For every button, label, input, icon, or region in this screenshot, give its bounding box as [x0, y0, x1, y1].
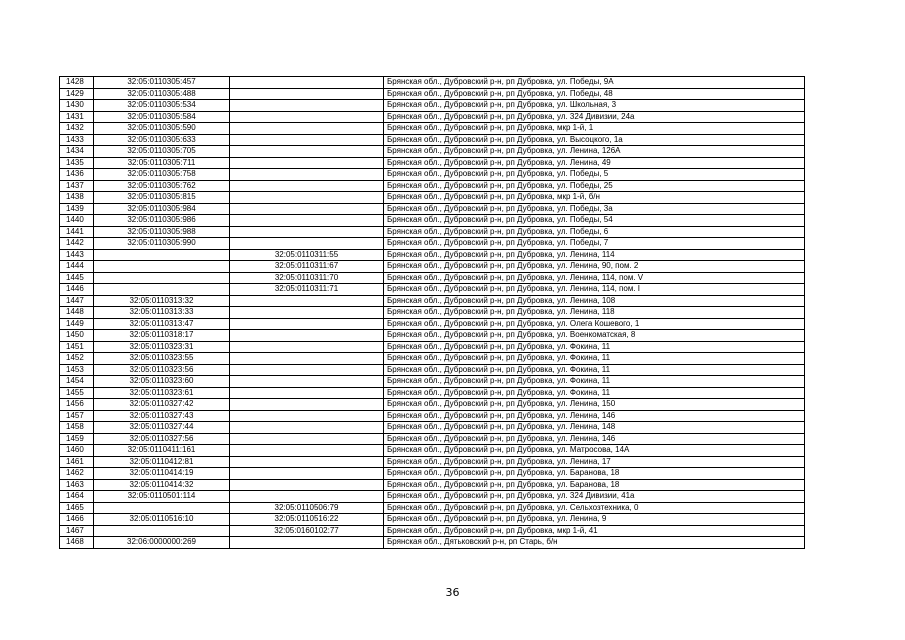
row-number-cell: 1443 — [60, 249, 94, 261]
address-cell: Брянская обл., Дубровский р-н, рп Дубровка, ул. Фокина, 11 — [384, 376, 805, 388]
table-row — [60, 123, 805, 135]
table-row — [60, 433, 805, 445]
row-number-cell: 1465 — [60, 502, 94, 514]
address-cell: Брянская обл., Дубровский р-н, рп Дубровка, ул. Ленина, 114 — [384, 249, 805, 261]
address-cell: Брянская обл., Дубровский р-н, рп Дубровка, ул. Ленина, 146 — [384, 410, 805, 422]
building-cadastral-number-cell: 32:05:0110516:22 — [230, 514, 384, 526]
address-cell: Брянская обл., Дубровский р-н, рп Дубровка, ул. Победы, 7 — [384, 238, 805, 250]
registry-table-body — [60, 77, 805, 549]
address-cell: Брянская обл., Дубровский р-н, рп Дубровка, ул. Победы, 25 — [384, 180, 805, 192]
table-row — [60, 88, 805, 100]
building-cadastral-number-cell — [230, 192, 384, 204]
building-cadastral-number-cell — [230, 88, 384, 100]
address-cell: Брянская обл., Дубровский р-н, рп Дубровка, ул. Ленина, 49 — [384, 157, 805, 169]
address-cell: Брянская обл., Дубровский р-н, рп Дубровка, ул. Баранова, 18 — [384, 468, 805, 480]
land-cadastral-number-cell: 32:05:0110411:161 — [94, 445, 230, 457]
registry-table — [59, 76, 805, 549]
table-row — [60, 318, 805, 330]
building-cadastral-number-cell — [230, 169, 384, 181]
land-cadastral-number-cell: 32:05:0110305:633 — [94, 134, 230, 146]
row-number-cell: 1456 — [60, 399, 94, 411]
table-row — [60, 491, 805, 503]
table-row — [60, 330, 805, 342]
building-cadastral-number-cell — [230, 318, 384, 330]
building-cadastral-number-cell — [230, 422, 384, 434]
building-cadastral-number-cell — [230, 111, 384, 123]
table-row — [60, 502, 805, 514]
address-cell: Брянская обл., Дубровский р-н, рп Дубровка, ул. Высоцкого, 1а — [384, 134, 805, 146]
row-number-cell: 1462 — [60, 468, 94, 480]
row-number-cell: 1460 — [60, 445, 94, 457]
land-cadastral-number-cell: 32:05:0110414:32 — [94, 479, 230, 491]
land-cadastral-number-cell: 32:05:0110305:584 — [94, 111, 230, 123]
address-cell: Брянская обл., Дубровский р-н, рп Дубровка, ул. Школьная, 3 — [384, 100, 805, 112]
land-cadastral-number-cell — [94, 261, 230, 273]
row-number-cell: 1459 — [60, 433, 94, 445]
land-cadastral-number-cell: 32:05:0110323:55 — [94, 353, 230, 365]
row-number-cell: 1430 — [60, 100, 94, 112]
land-cadastral-number-cell — [94, 272, 230, 284]
address-cell: Брянская обл., Дубровский р-н, рп Дубровка, ул. Победы, 9А — [384, 77, 805, 89]
table-row — [60, 422, 805, 434]
address-cell: Брянская обл., Дубровский р-н, рп Дубровка, ул. Победы, 48 — [384, 88, 805, 100]
row-number-cell: 1463 — [60, 479, 94, 491]
table-row — [60, 514, 805, 526]
row-number-cell: 1440 — [60, 215, 94, 227]
row-number-cell: 1452 — [60, 353, 94, 365]
row-number-cell: 1455 — [60, 387, 94, 399]
building-cadastral-number-cell — [230, 537, 384, 549]
address-cell: Брянская обл., Дубровский р-н, рп Дубровка, ул. Баранова, 18 — [384, 479, 805, 491]
row-number-cell: 1444 — [60, 261, 94, 273]
address-cell: Брянская обл., Дубровский р-н, рп Дубровка, ул. Фокина, 11 — [384, 353, 805, 365]
address-cell: Брянская обл., Дубровский р-н, рп Дубровка, ул. Победы, 54 — [384, 215, 805, 227]
table-row — [60, 376, 805, 388]
row-number-cell: 1436 — [60, 169, 94, 181]
building-cadastral-number-cell — [230, 399, 384, 411]
table-row — [60, 468, 805, 480]
building-cadastral-number-cell — [230, 77, 384, 89]
address-cell: Брянская обл., Дубровский р-н, рп Дубровка, ул. Ленина, 150 — [384, 399, 805, 411]
row-number-cell: 1438 — [60, 192, 94, 204]
land-cadastral-number-cell: 32:05:0110305:457 — [94, 77, 230, 89]
table-row — [60, 353, 805, 365]
building-cadastral-number-cell: 32:05:0110311:67 — [230, 261, 384, 273]
table-row — [60, 77, 805, 89]
table-row — [60, 525, 805, 537]
address-cell: Брянская обл., Дубровский р-н, рп Дубровка, ул. Военкоматская, 8 — [384, 330, 805, 342]
address-cell: Брянская обл., Дубровский р-н, рп Дубровка, мкр 1-й, б/н — [384, 192, 805, 204]
building-cadastral-number-cell — [230, 468, 384, 480]
row-number-cell: 1451 — [60, 341, 94, 353]
table-row — [60, 238, 805, 250]
building-cadastral-number-cell — [230, 364, 384, 376]
row-number-cell: 1449 — [60, 318, 94, 330]
land-cadastral-number-cell — [94, 502, 230, 514]
land-cadastral-number-cell: 32:05:0110305:758 — [94, 169, 230, 181]
land-cadastral-number-cell: 32:05:0110323:56 — [94, 364, 230, 376]
land-cadastral-number-cell — [94, 284, 230, 296]
building-cadastral-number-cell — [230, 226, 384, 238]
land-cadastral-number-cell: 32:05:0110305:988 — [94, 226, 230, 238]
address-cell: Брянская обл., Дубровский р-н, рп Дубровка, ул. Ленина, 146 — [384, 433, 805, 445]
address-cell: Брянская обл., Дубровский р-н, рп Дубровка, ул. Ленина, 126А — [384, 146, 805, 158]
building-cadastral-number-cell — [230, 295, 384, 307]
land-cadastral-number-cell: 32:05:0110305:762 — [94, 180, 230, 192]
row-number-cell: 1434 — [60, 146, 94, 158]
building-cadastral-number-cell: 32:05:0110311:70 — [230, 272, 384, 284]
land-cadastral-number-cell: 32:05:0110516:10 — [94, 514, 230, 526]
building-cadastral-number-cell — [230, 445, 384, 457]
table-row — [60, 295, 805, 307]
building-cadastral-number-cell — [230, 341, 384, 353]
row-number-cell: 1464 — [60, 491, 94, 503]
table-row — [60, 284, 805, 296]
land-cadastral-number-cell: 32:05:0110305:990 — [94, 238, 230, 250]
address-cell: Брянская обл., Дубровский р-н, рп Дубровка, ул. Олега Кошевого, 1 — [384, 318, 805, 330]
land-cadastral-number-cell: 32:05:0110327:56 — [94, 433, 230, 445]
table-row — [60, 249, 805, 261]
table-row — [60, 272, 805, 284]
building-cadastral-number-cell — [230, 238, 384, 250]
table-row — [60, 341, 805, 353]
table-row — [60, 479, 805, 491]
land-cadastral-number-cell: 32:05:0110327:43 — [94, 410, 230, 422]
table-row — [60, 261, 805, 273]
address-cell: Брянская обл., Дубровский р-н, рп Дубровка, ул. Ленина, 90, пом. 2 — [384, 261, 805, 273]
address-cell: Брянская обл., Дубровский р-н, рп Дубровка, мкр 1-й, 1 — [384, 123, 805, 135]
address-cell: Брянская обл., Дубровский р-н, рп Дубровка, ул. Победы, 3а — [384, 203, 805, 215]
building-cadastral-number-cell — [230, 100, 384, 112]
building-cadastral-number-cell — [230, 134, 384, 146]
row-number-cell: 1446 — [60, 284, 94, 296]
address-cell: Брянская обл., Дубровский р-н, рп Дубровка, ул. Ленина, 114, пом. V — [384, 272, 805, 284]
building-cadastral-number-cell — [230, 433, 384, 445]
address-cell: Брянская обл., Дубровский р-н, рп Дубровка, ул. Ленина, 9 — [384, 514, 805, 526]
table-row — [60, 100, 805, 112]
land-cadastral-number-cell: 32:05:0110305:488 — [94, 88, 230, 100]
table-row — [60, 307, 805, 319]
table-row — [60, 111, 805, 123]
land-cadastral-number-cell: 32:05:0110501:114 — [94, 491, 230, 503]
building-cadastral-number-cell: 32:05:0110311:55 — [230, 249, 384, 261]
building-cadastral-number-cell — [230, 330, 384, 342]
building-cadastral-number-cell — [230, 146, 384, 158]
address-cell: Брянская обл., Дубровский р-н, рп Дубровка, ул. Ленина, 148 — [384, 422, 805, 434]
land-cadastral-number-cell: 32:05:0110305:705 — [94, 146, 230, 158]
page-number: 36 — [445, 586, 460, 599]
land-cadastral-number-cell: 32:05:0110305:590 — [94, 123, 230, 135]
row-number-cell: 1428 — [60, 77, 94, 89]
row-number-cell: 1467 — [60, 525, 94, 537]
table-row — [60, 215, 805, 227]
table-row — [60, 399, 805, 411]
building-cadastral-number-cell — [230, 215, 384, 227]
row-number-cell: 1442 — [60, 238, 94, 250]
land-cadastral-number-cell: 32:05:0110313:33 — [94, 307, 230, 319]
building-cadastral-number-cell — [230, 353, 384, 365]
address-cell: Брянская обл., Дубровский р-н, рп Дубровка, ул. Ленина, 118 — [384, 307, 805, 319]
building-cadastral-number-cell: 32:05:0110506:79 — [230, 502, 384, 514]
address-cell: Брянская обл., Дубровский р-н, рп Дубровка, ул. 324 Дивизии, 24а — [384, 111, 805, 123]
row-number-cell: 1448 — [60, 307, 94, 319]
table-row — [60, 157, 805, 169]
table-row — [60, 203, 805, 215]
row-number-cell: 1454 — [60, 376, 94, 388]
table-row — [60, 134, 805, 146]
address-cell: Брянская обл., Дубровский р-н, рп Дубровка, мкр 1-й, 41 — [384, 525, 805, 537]
table-row — [60, 180, 805, 192]
address-cell: Брянская обл., Дубровский р-н, рп Дубровка, ул. Победы, 5 — [384, 169, 805, 181]
row-number-cell: 1429 — [60, 88, 94, 100]
land-cadastral-number-cell: 32:05:0110323:61 — [94, 387, 230, 399]
table-row — [60, 169, 805, 181]
building-cadastral-number-cell — [230, 203, 384, 215]
table-row — [60, 226, 805, 238]
land-cadastral-number-cell: 32:05:0110313:47 — [94, 318, 230, 330]
building-cadastral-number-cell — [230, 307, 384, 319]
land-cadastral-number-cell: 32:05:0110412:81 — [94, 456, 230, 468]
address-cell: Брянская обл., Дубровский р-н, рп Дубровка, ул. Ленина, 114, пом. I — [384, 284, 805, 296]
row-number-cell: 1433 — [60, 134, 94, 146]
address-cell: Брянская обл., Дубровский р-н, рп Дубровка, ул. Фокина, 11 — [384, 364, 805, 376]
table-row — [60, 192, 805, 204]
row-number-cell: 1461 — [60, 456, 94, 468]
address-cell: Брянская обл., Дубровский р-н, рп Дубровка, ул. Сельхозтехника, 0 — [384, 502, 805, 514]
address-cell: Брянская обл., Дубровский р-н, рп Дубровка, ул. Матросова, 14А — [384, 445, 805, 457]
row-number-cell: 1435 — [60, 157, 94, 169]
table-row — [60, 456, 805, 468]
building-cadastral-number-cell — [230, 491, 384, 503]
row-number-cell: 1432 — [60, 123, 94, 135]
row-number-cell: 1431 — [60, 111, 94, 123]
land-cadastral-number-cell: 32:05:0110305:815 — [94, 192, 230, 204]
table-row — [60, 146, 805, 158]
row-number-cell: 1439 — [60, 203, 94, 215]
row-number-cell: 1457 — [60, 410, 94, 422]
row-number-cell: 1468 — [60, 537, 94, 549]
row-number-cell: 1445 — [60, 272, 94, 284]
row-number-cell: 1450 — [60, 330, 94, 342]
row-number-cell: 1453 — [60, 364, 94, 376]
land-cadastral-number-cell: 32:05:0110323:60 — [94, 376, 230, 388]
building-cadastral-number-cell: 32:05:0160102:77 — [230, 525, 384, 537]
table-row — [60, 445, 805, 457]
address-cell: Брянская обл., Дубровский р-н, рп Дубровка, ул. 324 Дивизии, 41а — [384, 491, 805, 503]
row-number-cell: 1458 — [60, 422, 94, 434]
building-cadastral-number-cell — [230, 157, 384, 169]
address-cell: Брянская обл., Дубровский р-н, рп Дубровка, ул. Победы, 6 — [384, 226, 805, 238]
land-cadastral-number-cell: 32:05:0110305:534 — [94, 100, 230, 112]
table-row — [60, 410, 805, 422]
address-cell: Брянская обл., Дятьковский р-н, рп Старь, б/н — [384, 537, 805, 549]
row-number-cell: 1437 — [60, 180, 94, 192]
building-cadastral-number-cell — [230, 387, 384, 399]
row-number-cell: 1466 — [60, 514, 94, 526]
land-cadastral-number-cell — [94, 249, 230, 261]
building-cadastral-number-cell — [230, 180, 384, 192]
land-cadastral-number-cell: 32:05:0110327:42 — [94, 399, 230, 411]
land-cadastral-number-cell: 32:05:0110305:711 — [94, 157, 230, 169]
building-cadastral-number-cell — [230, 376, 384, 388]
land-cadastral-number-cell: 32:05:0110305:984 — [94, 203, 230, 215]
row-number-cell: 1441 — [60, 226, 94, 238]
address-cell: Брянская обл., Дубровский р-н, рп Дубровка, ул. Фокина, 11 — [384, 387, 805, 399]
land-cadastral-number-cell: 32:05:0110323:31 — [94, 341, 230, 353]
land-cadastral-number-cell: 32:05:0110313:32 — [94, 295, 230, 307]
address-cell: Брянская обл., Дубровский р-н, рп Дубровка, ул. Фокина, 11 — [384, 341, 805, 353]
land-cadastral-number-cell: 32:05:0110305:986 — [94, 215, 230, 227]
address-cell: Брянская обл., Дубровский р-н, рп Дубровка, ул. Ленина, 108 — [384, 295, 805, 307]
building-cadastral-number-cell — [230, 456, 384, 468]
land-cadastral-number-cell: 32:06:0000000:269 — [94, 537, 230, 549]
building-cadastral-number-cell — [230, 410, 384, 422]
land-cadastral-number-cell — [94, 525, 230, 537]
row-number-cell: 1447 — [60, 295, 94, 307]
address-cell: Брянская обл., Дубровский р-н, рп Дубровка, ул. Ленина, 17 — [384, 456, 805, 468]
table-row — [60, 364, 805, 376]
building-cadastral-number-cell: 32:05:0110311:71 — [230, 284, 384, 296]
land-cadastral-number-cell: 32:05:0110327:44 — [94, 422, 230, 434]
building-cadastral-number-cell — [230, 123, 384, 135]
table-row — [60, 387, 805, 399]
table-row — [60, 537, 805, 549]
land-cadastral-number-cell: 32:05:0110318:17 — [94, 330, 230, 342]
land-cadastral-number-cell: 32:05:0110414:19 — [94, 468, 230, 480]
building-cadastral-number-cell — [230, 479, 384, 491]
